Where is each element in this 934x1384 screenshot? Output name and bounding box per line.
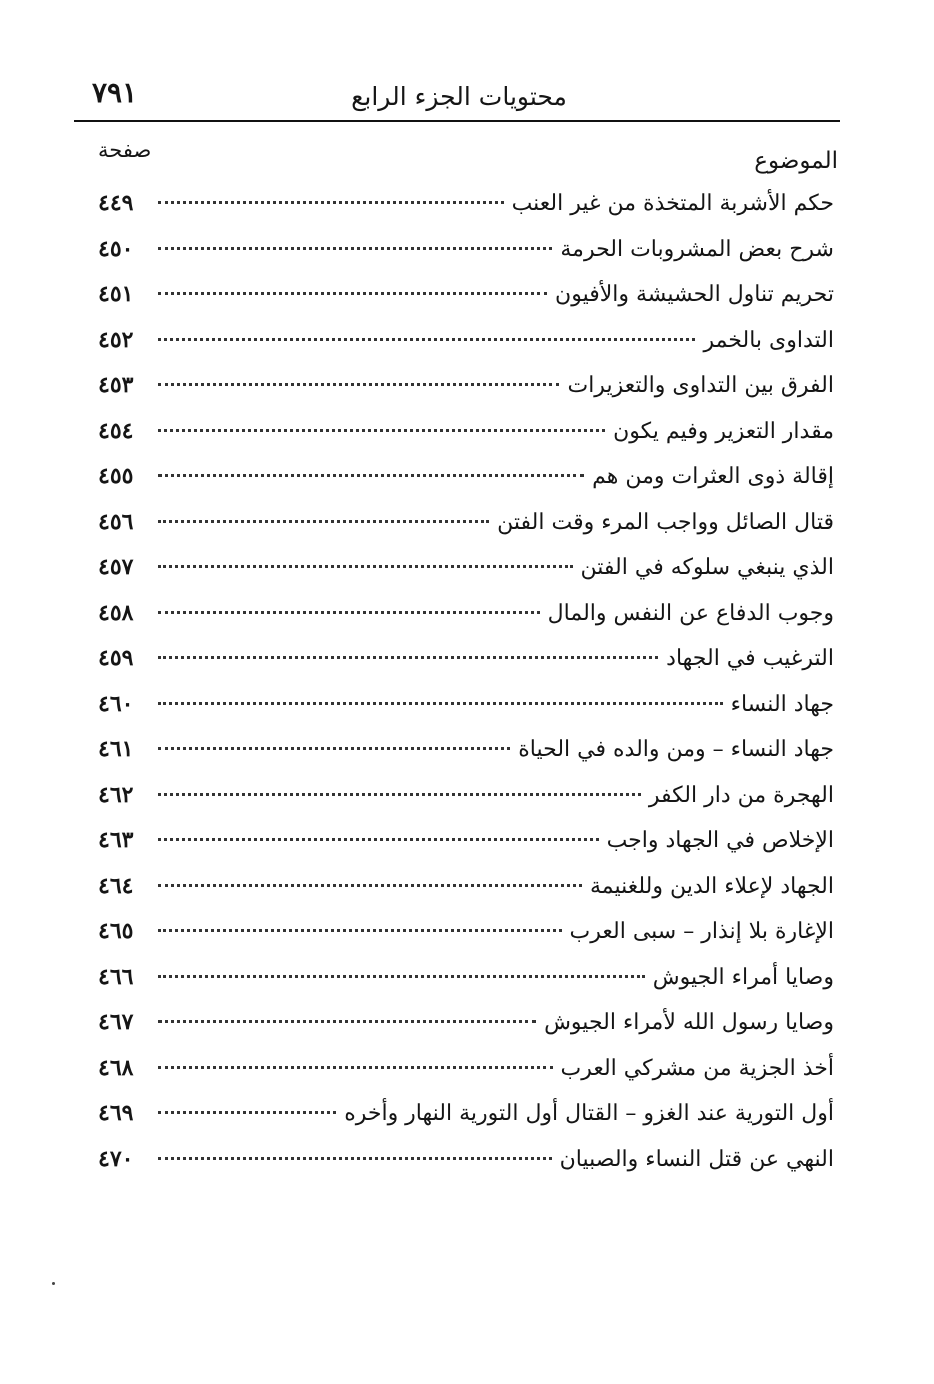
toc-entry-title: جهاد النساء – ومن والده في الحياة	[518, 737, 834, 762]
toc-entry	[98, 873, 834, 919]
dot-leader	[158, 1111, 336, 1114]
dot-leader	[158, 247, 552, 250]
toc-entry-title: تحريم تناول الحشيشة والأفيون	[555, 282, 834, 307]
toc-entry	[98, 600, 834, 646]
toc-entry-page: ٤٥٩	[98, 645, 134, 671]
toc-entry-page: ٤٦٢	[98, 781, 134, 808]
dot-leader	[158, 1020, 536, 1023]
toc-entry-page: ٤٦٦	[98, 963, 134, 990]
toc-entry-page: ٤٥٧	[98, 554, 134, 580]
toc-entry-title: الهجرة من دار الكفر	[648, 782, 834, 808]
toc-entry-page: ٤٦٥	[98, 918, 134, 944]
toc-entry-page: ٤٦٨	[98, 1054, 134, 1081]
toc-entry-page: ٤٥٦	[98, 508, 134, 535]
toc-entry-title: أول التورية عند الغزو – القتال أول التورية النهار وأخره	[344, 1101, 834, 1126]
toc-entry-title: الإخلاص في الجهاد واجب	[606, 828, 834, 853]
toc-entry-page: ٤٥٠	[98, 235, 134, 262]
toc-entry-page: ٤٥٢	[98, 326, 134, 353]
toc-entry-page: ٤٥١	[98, 281, 134, 307]
page-column-label: صفحة	[98, 138, 152, 162]
toc-entry-page: ٤٦١	[98, 736, 134, 762]
toc-entry-page: ٤٦٧	[98, 1009, 134, 1035]
toc-entry-title: حكم الأشربة المتخذة من غير العنب	[511, 191, 834, 216]
toc-entry-page: ٤٥٨	[98, 599, 134, 626]
toc-entry	[98, 190, 834, 236]
dot-leader	[158, 884, 582, 887]
dot-leader	[158, 474, 584, 477]
dot-leader	[158, 520, 489, 523]
toc-entry-title: أخذ الجزية من مشركي العرب	[560, 1055, 834, 1081]
toc-entry-page: ٤٤٩	[98, 190, 134, 216]
dot-leader	[158, 793, 641, 796]
toc-entry-page: ٤٥٣	[98, 372, 134, 398]
toc-entry	[98, 1100, 834, 1146]
running-title: محتويات الجزء الرابع	[351, 82, 567, 111]
topic-column-label: الموضوع	[754, 148, 838, 174]
toc-entry-page: ٤٦٩	[98, 1100, 134, 1126]
toc-entry-title: النهي عن قتل النساء والصبيان	[559, 1146, 834, 1172]
toc-entry	[98, 281, 834, 327]
toc-entry	[98, 327, 834, 373]
toc-entry-page: ٤٥٥	[98, 463, 134, 489]
dot-leader	[158, 292, 547, 295]
toc-entry-title: شرح بعض المشروبات الحرمة	[560, 236, 834, 262]
page-header	[92, 76, 826, 116]
page-number: ٧٩١	[92, 76, 138, 109]
scan-speck	[52, 1282, 55, 1285]
toc-entry-page: ٤٦٣	[98, 827, 134, 853]
toc-entry-page: ٤٥٤	[98, 417, 134, 444]
dot-leader	[158, 1157, 552, 1160]
toc-entry-title: الإغارة بلا إنذار – سبى العرب	[569, 919, 834, 944]
dot-leader	[158, 838, 599, 841]
toc-entry	[98, 1146, 834, 1192]
toc-entry-title: وصايا أمراء الجيوش	[652, 964, 834, 990]
toc-entry-title: إقالة ذوى العثرات ومن هم	[592, 464, 834, 489]
toc-entry-title: قتال الصائل وواجب المرء وقت الفتن	[497, 509, 834, 535]
toc-entry	[98, 736, 834, 782]
dot-leader	[158, 383, 559, 386]
toc-entry	[98, 509, 834, 555]
dot-leader	[158, 929, 562, 932]
toc-entry-title: الذي ينبغي سلوكه في الفتن	[580, 555, 834, 580]
table-of-contents	[98, 190, 834, 1191]
dot-leader	[158, 975, 645, 978]
toc-entry	[98, 554, 834, 600]
toc-entry-title: مقدار التعزير وفيم يكون	[613, 418, 834, 444]
toc-entry	[98, 463, 834, 509]
toc-entry	[98, 1009, 834, 1055]
toc-entry-title: الترغيب في الجهاد	[666, 646, 834, 671]
toc-entry-title: الفرق بين التداوى والتعزيرات	[567, 373, 834, 398]
toc-entry	[98, 964, 834, 1010]
toc-entry	[98, 918, 834, 964]
toc-entry-page: ٤٧٠	[98, 1145, 134, 1172]
header-rule	[74, 120, 840, 122]
toc-entry-page: ٤٦٠	[98, 690, 134, 717]
toc-entry-title: جهاد النساء	[730, 691, 834, 717]
dot-leader	[158, 201, 504, 204]
dot-leader	[158, 611, 540, 614]
toc-entry-page: ٤٦٤	[98, 872, 134, 899]
dot-leader	[158, 429, 605, 432]
toc-entry-title: وصايا رسول الله لأمراء الجيوش	[544, 1010, 834, 1035]
toc-entry-title: الجهاد لإعلاء الدين وللغنيمة	[589, 873, 834, 899]
toc-entry	[98, 418, 834, 464]
toc-entry	[98, 1055, 834, 1101]
dot-leader	[158, 656, 658, 659]
dot-leader	[158, 702, 723, 705]
toc-entry-title: وجوب الدفاع عن النفس والمال	[547, 600, 834, 626]
toc-entry	[98, 645, 834, 691]
toc-entry	[98, 236, 834, 282]
toc-entry	[98, 691, 834, 737]
dot-leader	[158, 565, 573, 568]
toc-entry	[98, 372, 834, 418]
dot-leader	[158, 1066, 553, 1069]
toc-entry	[98, 782, 834, 828]
dot-leader	[158, 747, 510, 750]
toc-entry-title: التداوى بالخمر	[703, 327, 834, 353]
toc-entry	[98, 827, 834, 873]
dot-leader	[158, 338, 695, 341]
